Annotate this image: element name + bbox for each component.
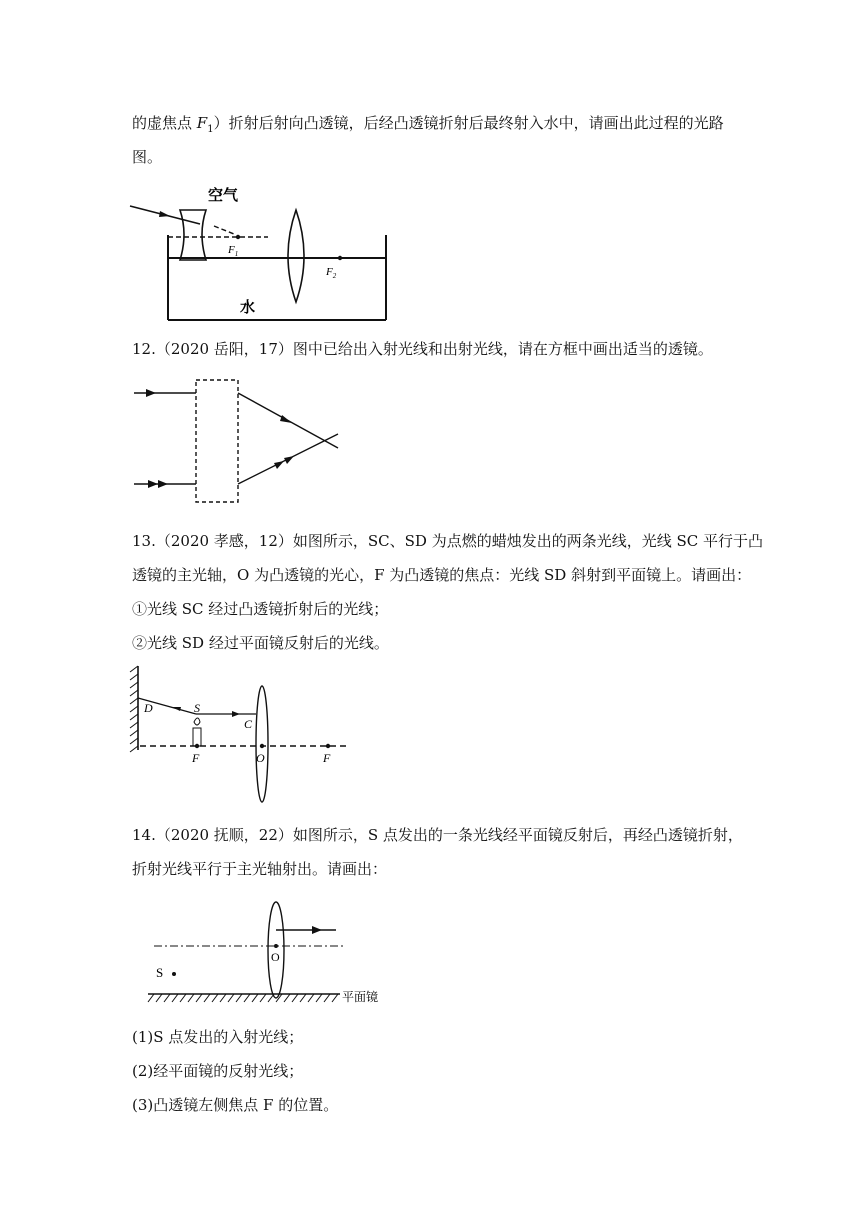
q14-figure bbox=[144, 894, 398, 1010]
incident-rays bbox=[134, 393, 196, 484]
f1-label: $F_1$ bbox=[228, 244, 239, 258]
concave-lens bbox=[180, 210, 206, 260]
f2-label: $F_2$ bbox=[326, 266, 337, 280]
d-label: D bbox=[144, 701, 153, 715]
mirror-label: 平面镜 bbox=[342, 990, 379, 1004]
q11-text-line2: 图。 bbox=[132, 148, 163, 166]
arrow-out-bottom-1 bbox=[274, 461, 284, 469]
arrow-out-bottom-2 bbox=[284, 456, 294, 464]
q14-item3: (3)凸透镜左侧焦点 F 的位置。 bbox=[132, 1096, 339, 1114]
q13-text-line1: 13.（2020 孝感，12）如图所示，SC、SD 为点燃的蜡烛发出的两条光线，光线 SC 平行于凸 bbox=[132, 532, 763, 550]
q14-text-line1: 14.（2020 抚顺，22）如图所示，S 点发出的一条光线经平面镜反射后，再经凸透镜折射， bbox=[132, 826, 743, 844]
q13-item2: ②光线 SD 经过平面镜反射后的光线。 bbox=[132, 634, 389, 652]
q13-figure bbox=[128, 662, 354, 804]
focal-point-left bbox=[195, 744, 199, 748]
arrow-sd bbox=[172, 707, 181, 711]
candle bbox=[193, 718, 201, 746]
focal-point-f1 bbox=[236, 235, 240, 239]
arrow-refracted bbox=[312, 926, 322, 934]
focal-point-right bbox=[326, 744, 330, 748]
optical-center bbox=[274, 944, 278, 948]
q11-figure bbox=[128, 182, 390, 322]
arrow-out-top bbox=[280, 415, 292, 423]
s-label: S bbox=[156, 965, 164, 980]
o-label: O bbox=[256, 751, 265, 765]
q14-text-line2: 折射光线平行于主光轴射出。请画出： bbox=[132, 860, 388, 878]
q14-item2: (2)经平面镜的反射光线； bbox=[132, 1062, 304, 1080]
lens-box bbox=[196, 380, 238, 502]
mirror-hatching bbox=[148, 994, 338, 1002]
optical-center bbox=[260, 744, 264, 748]
q13-item1: ①光线 SC 经过凸透镜折射后的光线； bbox=[132, 600, 389, 618]
mirror-hatching bbox=[130, 666, 138, 752]
air-label: 空气 bbox=[208, 188, 239, 204]
arrow-top bbox=[146, 389, 156, 397]
q14-item1: (1)S 点发出的入射光线； bbox=[132, 1028, 304, 1046]
ray-arrow bbox=[159, 211, 170, 217]
outgoing-rays bbox=[238, 393, 338, 484]
arrow-sc bbox=[232, 711, 240, 717]
q11-text-line1: 的虚焦点 $F_1$）折射后射向凸透镜，后经凸透镜折射后最终射入水中，请画出此过程的光路 bbox=[132, 114, 724, 135]
s-label: S bbox=[194, 701, 200, 715]
convex-lens bbox=[288, 210, 304, 302]
focal-point-f2 bbox=[338, 256, 342, 260]
extension-ray bbox=[214, 226, 234, 234]
f-left-label: F bbox=[192, 751, 200, 765]
q13-text-line2: 透镜的主光轴，O 为凸透镜的光心，F 为凸透镜的焦点：光线 SD 斜射到平面镜上。请画出： bbox=[132, 566, 752, 584]
o-label: O bbox=[271, 950, 280, 964]
c-label: C bbox=[244, 717, 253, 731]
arrow-bottom-2 bbox=[158, 480, 168, 488]
q12-figure bbox=[128, 376, 346, 504]
water-label: 水 bbox=[240, 300, 256, 316]
f-right-label: F bbox=[323, 751, 331, 765]
water-tank bbox=[168, 235, 386, 320]
q12-text: 12.（2020 岳阳，17）图中已给出入射光线和出射光线，请在方框中画出适当的透镜。 bbox=[132, 340, 713, 358]
arrow-bottom-1 bbox=[148, 480, 158, 488]
point-s bbox=[172, 972, 176, 976]
